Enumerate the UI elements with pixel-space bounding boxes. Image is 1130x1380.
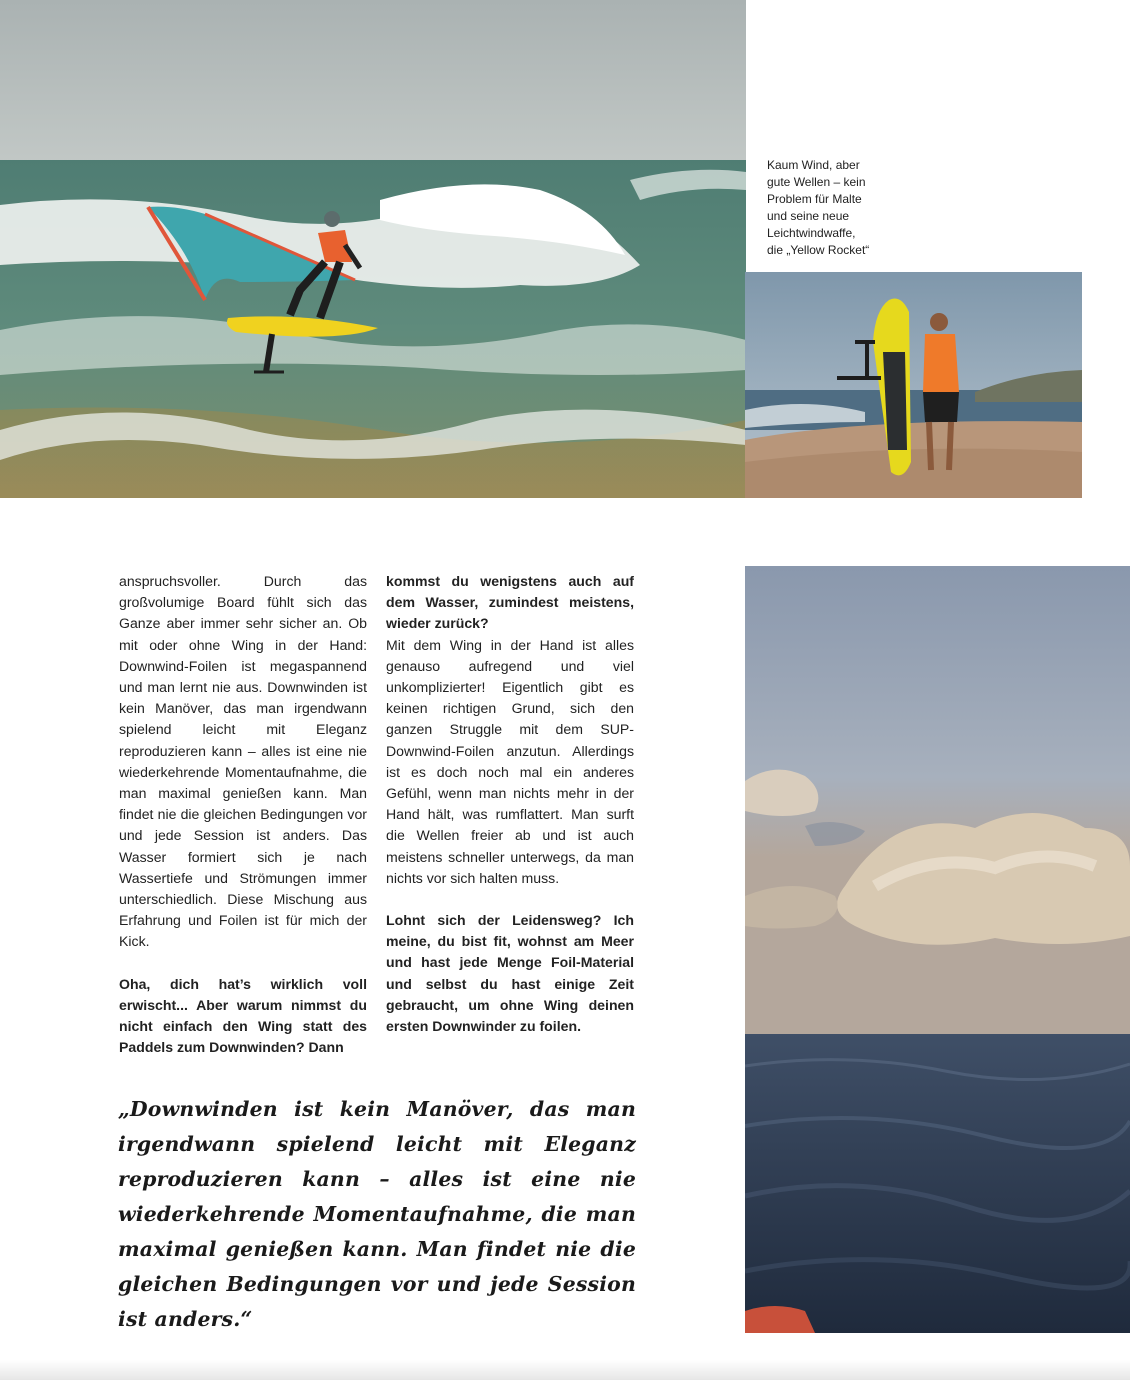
wingfoil-wave-photo <box>0 0 746 498</box>
ocean-sunset-illustration <box>745 566 1130 1333</box>
page-bottom-shadow <box>0 1360 1130 1380</box>
question-paragraph: Lohnt sich der Leidensweg? Ich meine, du bist fit, wohnst am Meer und hast jede Menge Foil-Material und selbst du hast einige Zeit gebraucht, um ohne Wing deinen ersten Downwinder zu foilen. <box>386 912 634 1035</box>
answer-paragraph: Mit dem Wing in der Hand ist alles genauso aufregend und viel unkomplizierter! Eigentlich gibt es keinen richtigen Grund, sich den ganzen Struggle mit dem SUP-Downwind-Foilen anzutun. Allerdings ist es doch noch mal ein anderes Gefühl, wenn man nichts mehr in der Hand hält, was rumflattert. Man surft die Wellen freier ab und ist auch meistens schneller unterwegs, da man nichts vor sich halten muss. <box>386 636 634 886</box>
caption-line: gute Wellen – kein <box>767 175 866 189</box>
caption-line: Leichtwindwaffe, <box>767 226 856 240</box>
caption-line: Kaum Wind, aber <box>767 158 860 172</box>
wingfoil-wave-illustration <box>0 0 746 498</box>
body-paragraph: anspruchsvoller. Durch das großvolumige Board fühlt sich das Ganze aber immer sehr sicher an. Ob mit oder ohne Wing in der Hand: Downwind-Foilen ist megaspannend und man lernt nie aus. Downwinden ist kein Manöver, das man irgendwann spielend leicht mit Eleganz reproduzieren kann – alles ist eine nie wiederkehrende Momentaufnahme, die man maximal genießen kann. Man findet nie die gleichen Bedingungen vor und jede Session ist anders. Das Wasser formiert sich je nach Wassertiefe und Strömungen immer unterschiedlich. Diese Mischung aus Erfahrung und Foilen ist für mich der Kick. <box>119 573 367 950</box>
text-column-right <box>386 571 634 1037</box>
ocean-sunset-photo <box>745 566 1130 1333</box>
photo-caption <box>767 157 917 259</box>
caption-line: die „Yellow Rocket“ <box>767 243 870 257</box>
beach-board-photo <box>745 272 1082 498</box>
question-paragraph: Oha, dich hat’s wirklich voll erwischt... Aber warum nimmst du nicht einfach den Wing statt des Paddels zum Downwinden? Dann <box>119 975 367 1056</box>
beach-board-illustration <box>745 272 1082 498</box>
caption-line: Problem für Malte <box>767 192 862 206</box>
pull-quote: „Downwinden ist kein Manöver, das man irgendwann spielend leicht mit Eleganz reproduzieren kann – alles ist eine nie wiederkehrende Momentaufnahme, die man maximal genießen kann. Man findet nie die gleichen Bedingungen vor und jede Session ist anders.“ <box>118 1097 636 1331</box>
question-paragraph-continued: kommst du wenigstens auch auf dem Wasser, zumindest meistens, wieder zurück? <box>386 573 634 632</box>
caption-line: und seine neue <box>767 209 850 223</box>
text-column-left <box>119 571 367 1058</box>
